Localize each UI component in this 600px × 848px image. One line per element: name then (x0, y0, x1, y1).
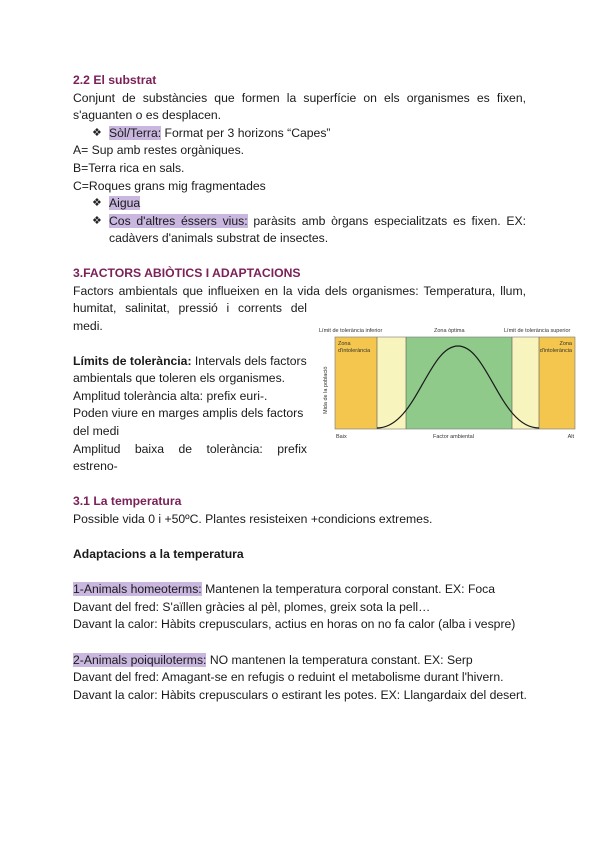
sol-label: Sòl/Terra: (109, 126, 162, 140)
alta-line1: Amplitud tolerància alta: prefix euri-. (73, 389, 268, 403)
factors-intro-line2: humitat, salinitat, pressió i corrents del (73, 301, 307, 315)
y-axis-label: Mida de la població (323, 366, 329, 414)
limits-line1 (73, 352, 307, 370)
x-left-label: Baix (336, 434, 347, 440)
substrat-heading: 2.2 El substrat (73, 73, 157, 87)
substrat-intro-line2: s'aguanten o es desplacen. (73, 108, 222, 122)
poiq-text: NO mantenen la temperatura constant. EX: Serp (206, 653, 473, 667)
limits-label: Límits de tolerància: (73, 354, 192, 368)
cos-item (109, 212, 526, 230)
aigua-label: Aigua (109, 196, 141, 210)
zone-right-label-line1: Zona (559, 341, 572, 347)
cos-text-line1: paràsits amb òrgans especialitzats es fixen. EX: (247, 214, 526, 228)
poiq-line (73, 651, 473, 669)
homeo-calor: Davant la calor: Hàbits crepusculars, actius en horas on no fa calor (alba i vespre) (73, 617, 516, 631)
horizon-c: C=Roques grans mig fragmentades (73, 179, 266, 193)
zone-left-label-line2: d'intolerància (338, 348, 371, 354)
factors-heading: 3.FACTORS ABIÒTICS I ADAPTACIONS (73, 266, 301, 280)
sol-item (109, 124, 331, 142)
alta-line2: Poden viure en marges amplis dels factors (73, 406, 304, 420)
bullet-icon: ❖ (92, 197, 102, 209)
top-center-label: Zona òptima (434, 328, 465, 334)
cos-text-line2: cadàvers d'animals substrat de insectes. (109, 231, 329, 245)
temperatura-text: Possible vida 0 i +50ºC. Plantes resisteixen +condicions extremes. (73, 512, 433, 526)
factors-intro-line3: medi. (73, 319, 103, 333)
substrat-intro-line1: Conjunt de substàncies que formen la superfície on els organismes es fixen, (73, 91, 526, 105)
poiq-fred: Davant del fred: Amagant-se en refugis o reduint el metabolisme durant l'hivern. (73, 670, 504, 684)
homeo-label: 1-Animals homeoterms: (73, 582, 202, 596)
factors-intro-line1: Factors ambientals que influeixen en la vida dels organismes: Temperatura, llum, (73, 284, 526, 298)
top-right-label: Límit de tolerància superior (504, 328, 571, 334)
zone-left-label-line1: Zona (338, 341, 351, 347)
sol-text: Format per 3 horizons “Capes” (161, 126, 331, 140)
horizon-a: A= Sup amb restes orgàniques. (73, 143, 245, 157)
limits-text: Intervals dels factors (191, 354, 307, 368)
homeo-text: Mantenen la temperatura corporal constant. EX: Foca (201, 582, 496, 596)
alta-line3: del medi (73, 424, 120, 438)
zone-right-stress (512, 337, 539, 429)
zone-optimum (406, 337, 512, 429)
temperatura-heading: 3.1 La temperatura (73, 494, 182, 508)
tolerance-diagram (316, 324, 592, 446)
x-center-label: Factor ambiental (433, 434, 474, 440)
poiq-calor: Davant la calor: Hàbits crepusculars o estirant les potes. EX: Llangardaix del desert. (73, 688, 527, 702)
homeo-line (73, 580, 495, 598)
top-left-label: Límit de tolerància inferior (319, 328, 383, 334)
x-right-label: Alt (567, 434, 574, 440)
homeo-fred: Davant del fred: S'aïllen gràcies al pèl, plomes, greix sota la pell… (73, 600, 431, 614)
horizon-b: B=Terra rica en sals. (73, 161, 185, 175)
zone-right-label-line2: d'intolerància (539, 348, 572, 354)
aigua-item (109, 194, 140, 212)
baixa-line1: Amplitud baixa de tolerància: prefix (73, 442, 307, 456)
cos-label: Cos d'altres éssers vius: (109, 214, 248, 228)
adaptacions-heading: Adaptacions a la temperatura (73, 547, 244, 561)
bullet-icon: ❖ (92, 215, 102, 227)
bullet-icon: ❖ (92, 127, 102, 139)
poiq-label: 2-Animals poiquiloterms: (73, 653, 207, 667)
limits-line2: ambientals que toleren els organismes. (73, 371, 286, 385)
baixa-line2: estreno- (73, 459, 118, 473)
